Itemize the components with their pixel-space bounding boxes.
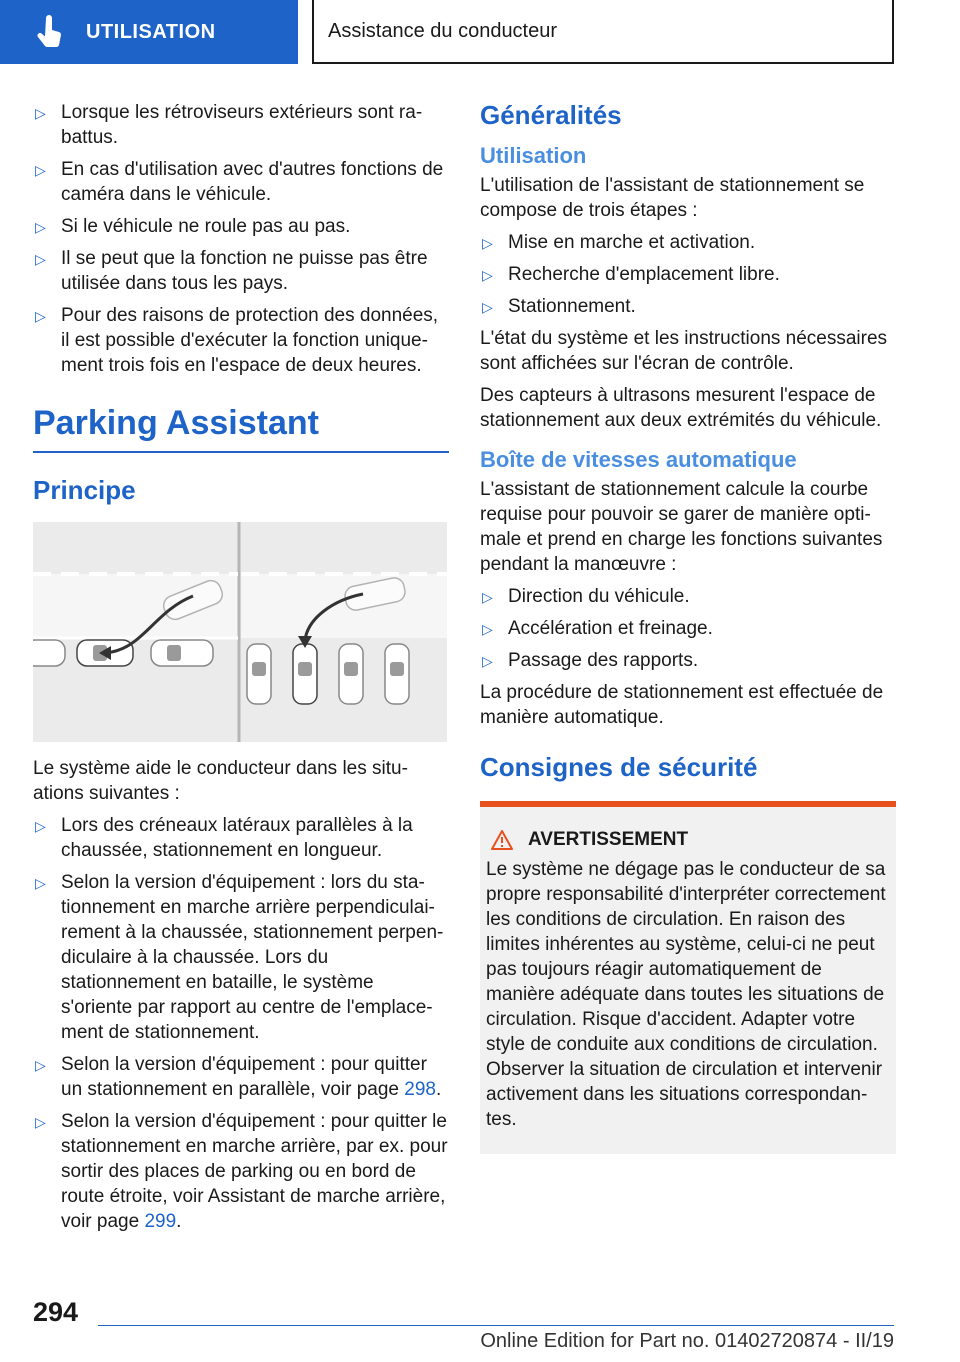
list-item: ▷ Stationnement. bbox=[480, 294, 896, 319]
triangle-right-icon: ▷ bbox=[482, 299, 493, 315]
gearbox-paragraph: L'assistant de stationnement calcule la courbe requise pour pouvoir se garer de manière optimale et prend en charge les fonctions suivantes pendant la manœuvre : bbox=[480, 479, 883, 575]
warning-box bbox=[480, 801, 896, 1154]
status-paragraph: L'état du système et les instructions nécessaires sont affichées sur l'écran de contrôle. bbox=[480, 328, 888, 374]
triangle-right-icon: ▷ bbox=[35, 308, 46, 324]
list-item: ▷ Mise en marche et activation. bbox=[480, 230, 896, 255]
list-item: ▷ Pour des raisons de protection des données, il est possible d'exécuter la fonction uniquement trois fois en l'espace de deux heures. bbox=[35, 305, 439, 376]
triangle-right-icon: ▷ bbox=[35, 818, 46, 834]
warning-text: Le système ne dégage pas le conducteur de sa propre responsabilité d'interpréter correctement les conditions de circulation. En raison des limites inhérentes au système, celui-ci ne peut pas toujours réagir automatiquement de manière adéquate dans toutes les situations de circulation. Risque d'accident. Adapter votre style de conduite aux conditions de circulation. Observer la situation de circulation et intervenir activement dans les situations correspondantes. bbox=[486, 859, 886, 1130]
list-item: ▷ Direction du véhicule. bbox=[480, 584, 896, 609]
triangle-right-icon: ▷ bbox=[482, 235, 493, 251]
section-title: Assistance du conducteur bbox=[328, 19, 558, 42]
hand-pointer-icon bbox=[30, 12, 70, 52]
warning-title: AVERTISSEMENT bbox=[528, 829, 689, 850]
section-heading-parking-assistant: Parking Assistant bbox=[33, 404, 449, 453]
list-item: ▷ Selon la version d'équipement : pour quitter un stationnement en parallèle, voir page 298. bbox=[35, 1054, 442, 1100]
triangle-right-icon: ▷ bbox=[482, 267, 493, 283]
triangle-right-icon: ▷ bbox=[35, 875, 46, 891]
page-link-298[interactable]: 298 bbox=[404, 1079, 436, 1100]
intro-bullet-list bbox=[33, 100, 449, 378]
subheading-gearbox: Boîte de vitesses automatique bbox=[480, 447, 797, 472]
page-header bbox=[0, 0, 960, 66]
triangle-right-icon: ▷ bbox=[35, 162, 46, 178]
sensor-paragraph: Des capteurs à ultrasons mesurent l'espace de stationnement aux deux extrémités du véhicule. bbox=[480, 385, 882, 431]
list-item: ▷ En cas d'utilisation avec d'autres fonctions de caméra dans le véhicule. bbox=[35, 159, 444, 205]
procedure-paragraph: La procédure de stationnement est effectuée de manière automatique. bbox=[480, 682, 884, 728]
list-item: ▷ Lorsque les rétroviseurs extérieurs sont rabattus. bbox=[35, 102, 423, 148]
list-item: ▷ Accélération et freinage. bbox=[480, 616, 896, 641]
parking-illustration bbox=[33, 522, 447, 742]
list-item: ▷ Selon la version d'équipement : lors du stationnement en marche arrière perpendiculairement à la chaussée, stationnement perpendiculaire à la chaussée. Lors du stationnement en bataille, le système s'oriente par rapport au centre de l'emplacement de stationnement. bbox=[35, 872, 444, 1043]
left-column bbox=[33, 100, 449, 1241]
triangle-right-icon: ▷ bbox=[35, 1114, 46, 1130]
list-item: ▷ Selon la version d'équipement : pour quitter le stationnement en marche arrière, par ex. pour sortir des places de parking ou en bord de route étroite, voir Assistant de marche arrière, voir page 299. bbox=[35, 1111, 448, 1232]
right-column bbox=[480, 100, 896, 1154]
page-number: 294 bbox=[33, 1297, 79, 1327]
list-item: ▷ Recherche d'emplacement libre. bbox=[480, 262, 896, 287]
triangle-right-icon: ▷ bbox=[35, 219, 46, 235]
list-item: ▷ Si le véhicule ne roule pas au pas. bbox=[33, 214, 449, 239]
chapter-tab[interactable] bbox=[0, 0, 298, 64]
triangle-right-icon: ▷ bbox=[35, 105, 46, 121]
triangle-right-icon: ▷ bbox=[35, 1057, 46, 1073]
heading-safety: Consignes de sécurité bbox=[480, 752, 758, 782]
subheading-principe: Principe bbox=[33, 475, 136, 505]
principe-bullet-list bbox=[33, 813, 449, 1234]
list-item: ▷ Lors des créneaux latéraux parallèles à la chaussée, stationnement en longueur. bbox=[35, 815, 413, 861]
footer-divider bbox=[98, 1325, 894, 1326]
list-item: ▷ Il se peut que la fonction ne puisse pas être utilisée dans tous les pays. bbox=[35, 248, 428, 294]
principe-paragraph: Le système aide le conducteur dans les situations suivantes : bbox=[33, 758, 408, 804]
triangle-right-icon: ▷ bbox=[35, 251, 46, 267]
section-title-box bbox=[312, 0, 894, 64]
triangle-right-icon: ▷ bbox=[482, 621, 493, 637]
triangle-right-icon: ▷ bbox=[482, 653, 493, 669]
utilisation-bullet-list bbox=[480, 230, 896, 319]
warning-title-row bbox=[486, 829, 888, 851]
subheading-utilisation: Utilisation bbox=[480, 143, 587, 168]
heading-generalites: Généralités bbox=[480, 100, 622, 130]
page-link-299[interactable]: 299 bbox=[144, 1211, 177, 1232]
chapter-tab-label: UTILISATION bbox=[86, 20, 216, 43]
list-item: ▷ Passage des rapports. bbox=[480, 648, 896, 673]
gearbox-bullet-list bbox=[480, 584, 896, 673]
footer-edition: Online Edition for Part no. 01402720874 - II/19 bbox=[480, 1330, 894, 1352]
warning-triangle-icon bbox=[490, 829, 514, 851]
triangle-right-icon: ▷ bbox=[482, 589, 493, 605]
utilisation-paragraph: L'utilisation de l'assistant de stationnement se compose de trois étapes : bbox=[480, 175, 865, 221]
